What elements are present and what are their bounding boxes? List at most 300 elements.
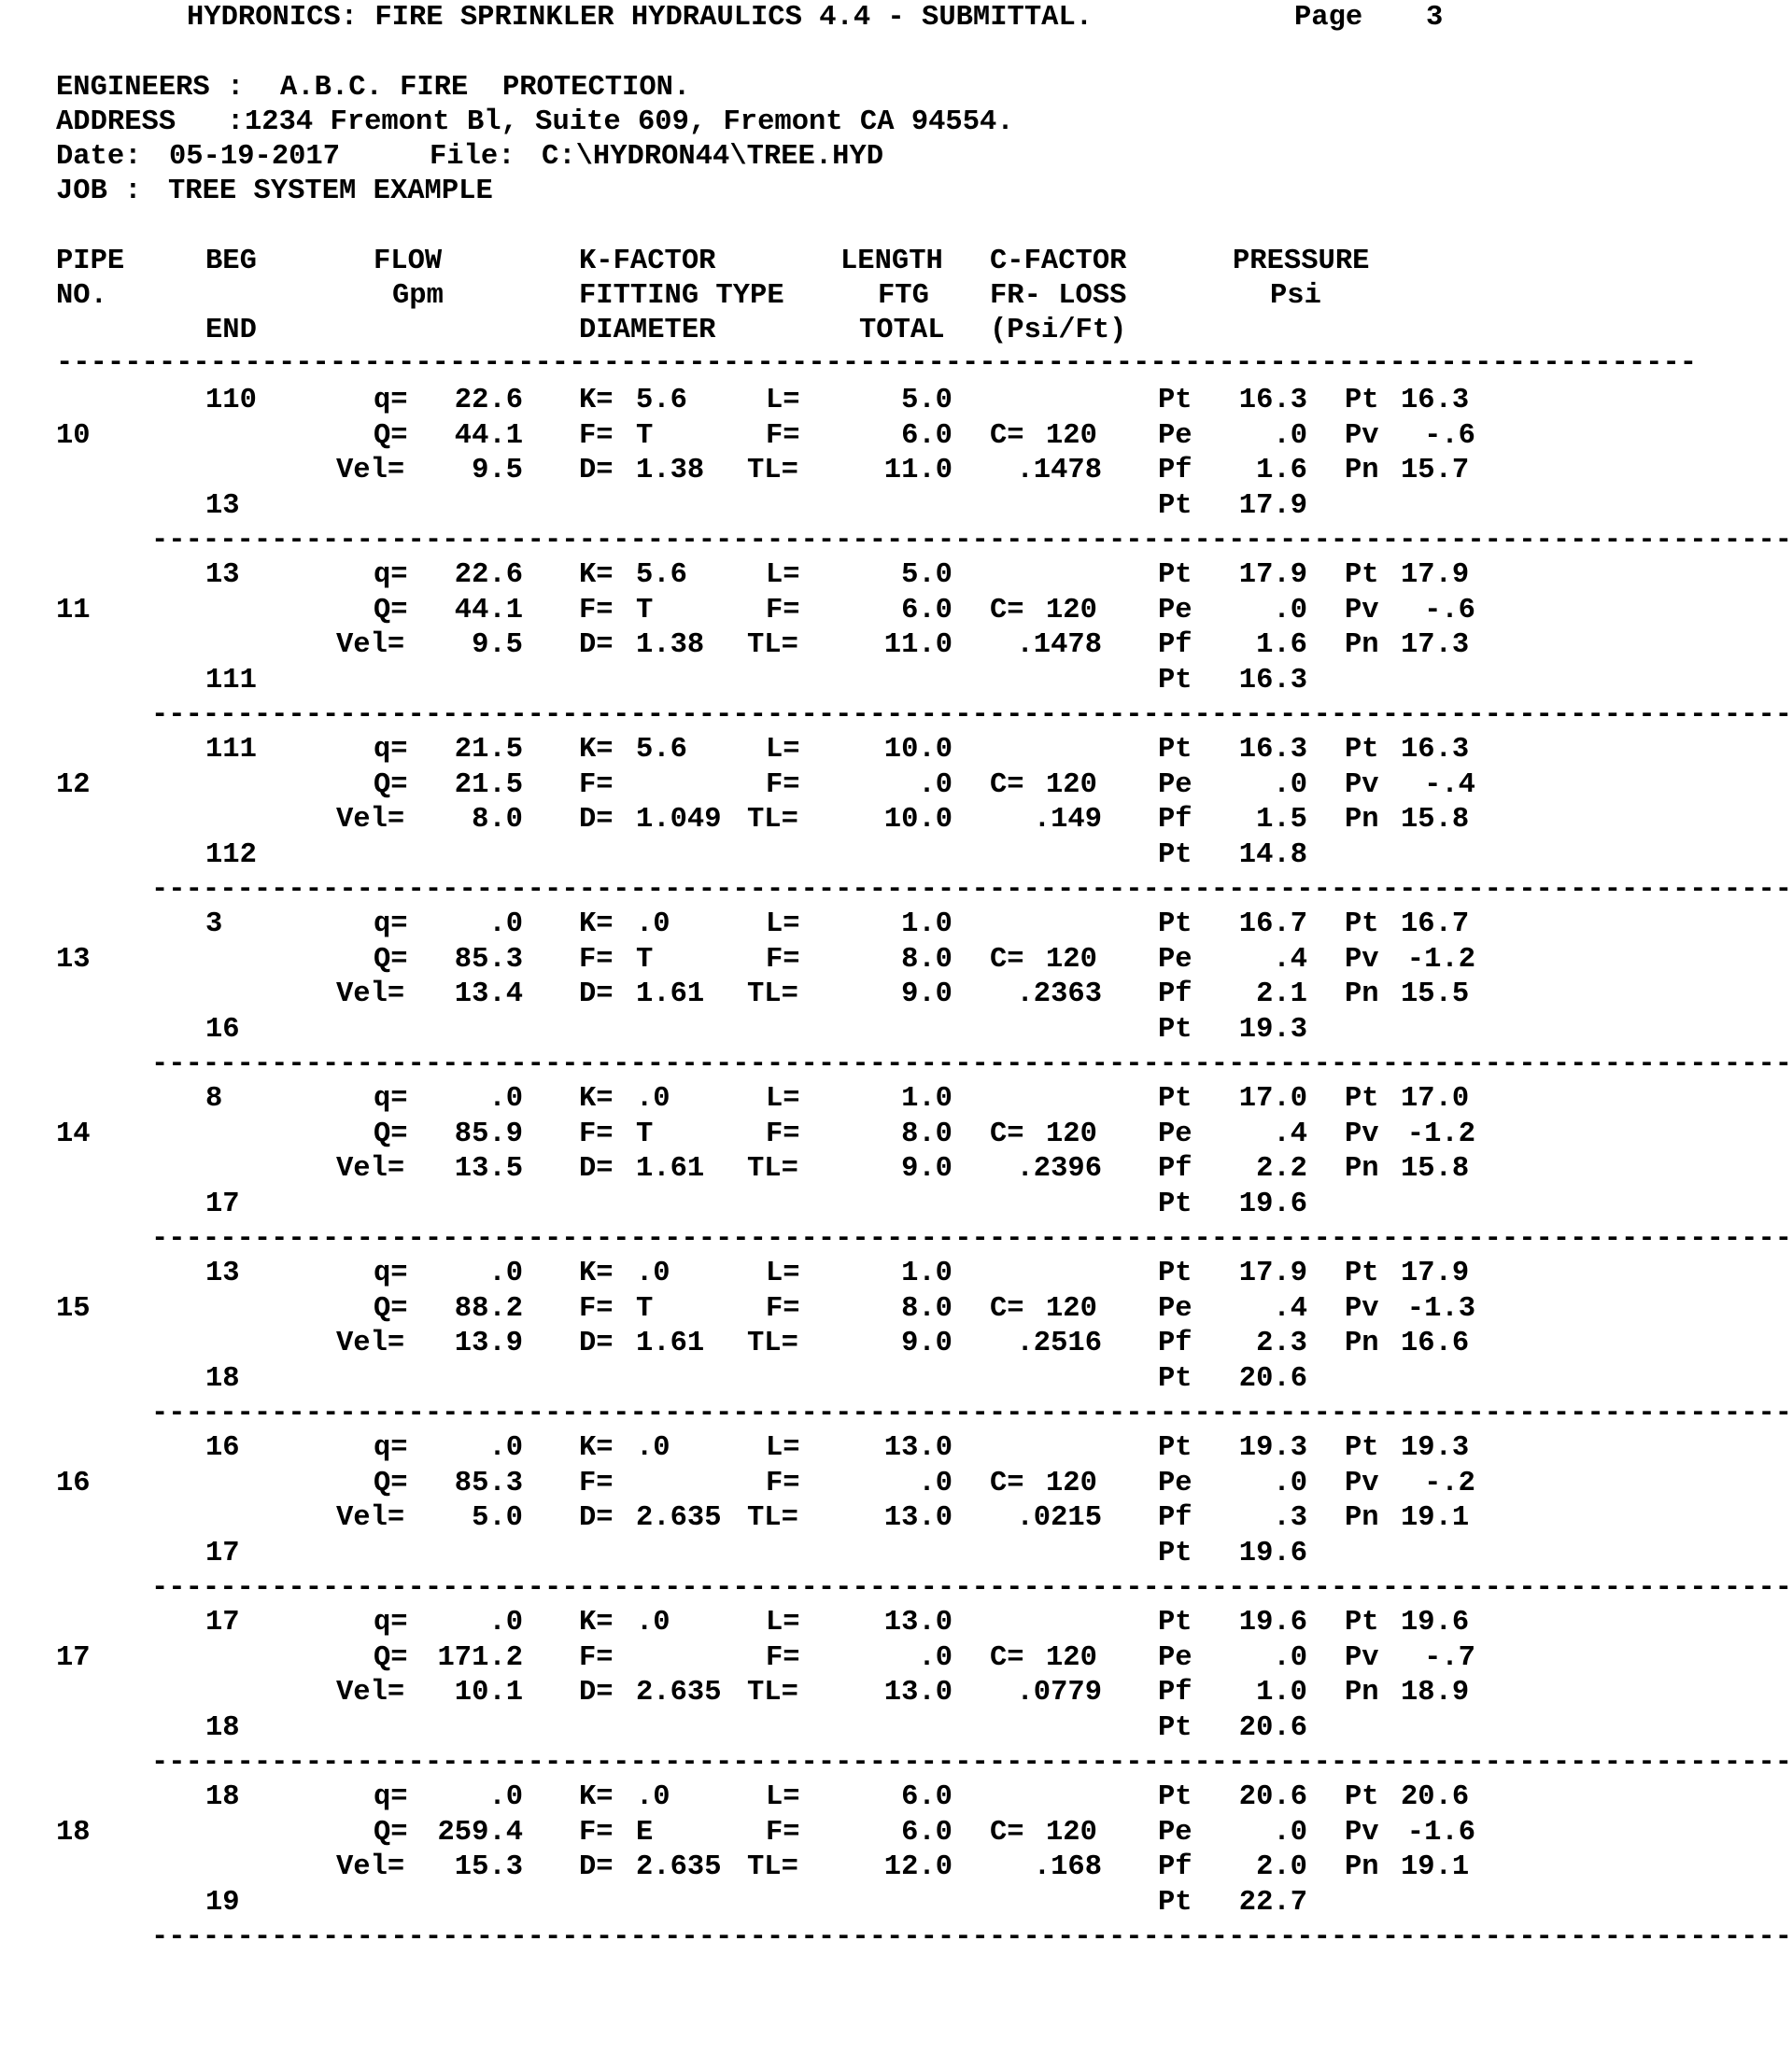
length-value: 1.0: [901, 908, 952, 940]
pt-right-label: Pt: [1345, 908, 1379, 940]
ftg-label: F=: [766, 1467, 800, 1499]
pt-label: Pt: [1158, 385, 1192, 416]
pv-value: -.4: [1424, 768, 1475, 801]
pt-right-label: Pt: [1345, 385, 1379, 416]
pf-label: Pf: [1158, 978, 1192, 1010]
pn-label: Pn: [1345, 1851, 1379, 1883]
end-node: 112: [205, 838, 257, 871]
pt-end-label: Pt: [1158, 1886, 1192, 1919]
pt-end-value: 14.8: [1238, 838, 1307, 871]
vel-value: 13.4: [454, 978, 523, 1010]
q-label: q=: [374, 1258, 408, 1289]
pe-label: Pe: [1158, 1118, 1192, 1150]
total-value: 13.0: [883, 1502, 952, 1534]
k-value: 5.6: [636, 385, 687, 416]
total-value: 11.0: [883, 455, 952, 486]
diameter-value: 1.61: [636, 1328, 705, 1359]
pn-label: Pn: [1345, 1677, 1379, 1709]
pt-right-value: 19.3: [1401, 1432, 1470, 1464]
ftg-value: 8.0: [901, 1118, 952, 1150]
length-value: 6.0: [901, 1781, 952, 1813]
total-value: 12.0: [883, 1851, 952, 1883]
ftg-value: .0: [918, 1467, 952, 1499]
col-pressure-header: PRESSURE: [1233, 246, 1370, 277]
length-value: 5.0: [901, 559, 952, 591]
l-label: L=: [766, 559, 800, 591]
pt-label: Pt: [1158, 1781, 1192, 1813]
pt-right-label: Pt: [1345, 1781, 1379, 1813]
length-value: 10.0: [883, 734, 952, 766]
pv-label: Pv: [1345, 594, 1379, 626]
Q-value: 85.9: [454, 1118, 523, 1150]
k-value: .0: [636, 1781, 670, 1813]
pn-label: Pn: [1345, 629, 1379, 661]
col-frloss-unit: (Psi/Ft): [990, 315, 1127, 346]
d-label: D=: [579, 455, 614, 486]
pt-right-label: Pt: [1345, 1607, 1379, 1639]
ftg-value: 6.0: [901, 1816, 952, 1849]
pe-value: .4: [1273, 1292, 1307, 1325]
end-node: 111: [205, 664, 257, 696]
col-fitting-header: FITTING TYPE: [579, 280, 784, 312]
d-label: D=: [579, 1677, 614, 1709]
c-label: C=: [990, 1292, 1024, 1325]
beg-node: 16: [205, 1432, 240, 1464]
total-value: 9.0: [901, 1328, 952, 1359]
pipe-number: 14: [56, 1118, 91, 1150]
vel-label: Vel=: [336, 1851, 405, 1883]
col-frloss-header: FR- LOSS: [990, 280, 1127, 312]
c-label: C=: [990, 1118, 1024, 1150]
q-label: q=: [374, 1432, 408, 1464]
diameter-value: 1.38: [636, 629, 705, 661]
c-value: 120: [1046, 1641, 1097, 1674]
Q-label: Q=: [374, 1816, 408, 1849]
vel-label: Vel=: [336, 629, 405, 661]
page-label: Page: [1294, 2, 1363, 34]
c-value: 120: [1046, 419, 1097, 452]
pt-label: Pt: [1158, 908, 1192, 940]
k-label: K=: [579, 734, 614, 766]
fitting-value: T: [636, 943, 654, 976]
pt-label: Pt: [1158, 734, 1192, 766]
fitting-value: T: [636, 1118, 654, 1150]
l-label: L=: [766, 1083, 800, 1115]
pv-value: -.6: [1424, 419, 1475, 452]
row-separator: ------------------------------------------------------------------------------------------------: [151, 1747, 1792, 1779]
c-value: 120: [1046, 943, 1097, 976]
fitting-value: T: [636, 1292, 654, 1325]
pt-right-value: 16.3: [1401, 385, 1470, 416]
vel-value: 10.1: [454, 1677, 523, 1709]
date-label: Date:: [56, 141, 142, 173]
ftg-value: 8.0: [901, 943, 952, 976]
pv-value: -.7: [1424, 1641, 1475, 1674]
vel-value: 15.3: [454, 1851, 523, 1883]
pt-end-label: Pt: [1158, 1362, 1192, 1395]
end-node: 18: [205, 1711, 240, 1744]
col-pressure-unit: Psi: [1270, 280, 1321, 312]
pt-end-label: Pt: [1158, 664, 1192, 696]
pf-value: 1.6: [1256, 455, 1307, 486]
pt-right-label: Pt: [1345, 1083, 1379, 1115]
length-value: 13.0: [883, 1607, 952, 1639]
total-value: 10.0: [883, 804, 952, 836]
friction-loss-value: .0779: [1016, 1677, 1102, 1709]
pv-label: Pv: [1345, 768, 1379, 801]
pt-right-value: 17.0: [1401, 1083, 1470, 1115]
pipe-number: 11: [56, 594, 91, 626]
beg-node: 13: [205, 559, 240, 591]
pe-value: .4: [1273, 1118, 1307, 1150]
vel-label: Vel=: [336, 1153, 405, 1185]
d-label: D=: [579, 1328, 614, 1359]
col-end-header: END: [205, 315, 257, 346]
q-label: q=: [374, 1083, 408, 1115]
vel-label: Vel=: [336, 455, 405, 486]
ftg-value: 8.0: [901, 1292, 952, 1325]
pn-label: Pn: [1345, 1502, 1379, 1534]
tl-label: TL=: [747, 1677, 798, 1709]
pt-value: 17.0: [1238, 1083, 1307, 1115]
q-label: q=: [374, 1607, 408, 1639]
q-value: .0: [488, 1432, 523, 1464]
beg-node: 17: [205, 1607, 240, 1639]
pf-label: Pf: [1158, 1851, 1192, 1883]
pt-right-label: Pt: [1345, 1432, 1379, 1464]
pt-end-label: Pt: [1158, 489, 1192, 522]
ftg-label: F=: [766, 1816, 800, 1849]
ftg-label: F=: [766, 1292, 800, 1325]
l-label: L=: [766, 1607, 800, 1639]
vel-value: 9.5: [472, 629, 523, 661]
pf-value: .3: [1273, 1502, 1307, 1534]
fitting-value: E: [636, 1816, 654, 1849]
pt-value: 19.3: [1238, 1432, 1307, 1464]
Q-label: Q=: [374, 1467, 408, 1499]
l-label: L=: [766, 908, 800, 940]
length-value: 1.0: [901, 1258, 952, 1289]
friction-loss-value: .149: [1033, 804, 1102, 836]
pf-label: Pf: [1158, 1328, 1192, 1359]
pt-end-value: 22.7: [1238, 1886, 1307, 1919]
col-diameter-header: DIAMETER: [579, 315, 716, 346]
pipe-number: 18: [56, 1816, 91, 1849]
f-label: F=: [579, 768, 614, 801]
pf-label: Pf: [1158, 1677, 1192, 1709]
row-separator: ------------------------------------------------------------------------------------------------: [151, 699, 1792, 731]
c-value: 120: [1046, 1467, 1097, 1499]
engineers-value: A.B.C. FIRE PROTECTION.: [280, 72, 691, 104]
col-length-header: LENGTH: [840, 246, 943, 277]
k-value: 5.6: [636, 734, 687, 766]
length-value: 13.0: [883, 1432, 952, 1464]
k-label: K=: [579, 908, 614, 940]
f-label: F=: [579, 943, 614, 976]
c-label: C=: [990, 1641, 1024, 1674]
row-separator: ------------------------------------------------------------------------------------------------: [151, 1398, 1792, 1429]
pt-right-value: 20.6: [1401, 1781, 1470, 1813]
Q-label: Q=: [374, 1641, 408, 1674]
header-separator: ------------------------------------------------------------------------------------------------: [56, 347, 1698, 379]
pt-right-value: 17.9: [1401, 559, 1470, 591]
pf-value: 1.5: [1256, 804, 1307, 836]
Q-value: 85.3: [454, 943, 523, 976]
k-label: K=: [579, 1258, 614, 1289]
pn-value: 15.7: [1401, 455, 1470, 486]
row-separator: ------------------------------------------------------------------------------------------------: [151, 874, 1792, 906]
pt-right-value: 19.6: [1401, 1607, 1470, 1639]
q-label: q=: [374, 1781, 408, 1813]
col-cfactor-header: C-FACTOR: [990, 246, 1127, 277]
pt-right-label: Pt: [1345, 1258, 1379, 1289]
Q-label: Q=: [374, 943, 408, 976]
pt-value: 16.3: [1238, 734, 1307, 766]
l-label: L=: [766, 1781, 800, 1813]
col-pipe-header: PIPE: [56, 246, 125, 277]
tl-label: TL=: [747, 629, 798, 661]
row-separator: ------------------------------------------------------------------------------------------------: [151, 1572, 1792, 1604]
end-node: 16: [205, 1013, 240, 1046]
pt-value: 19.6: [1238, 1607, 1307, 1639]
c-label: C=: [990, 1467, 1024, 1499]
f-label: F=: [579, 419, 614, 452]
pt-label: Pt: [1158, 1607, 1192, 1639]
c-value: 120: [1046, 594, 1097, 626]
q-value: 22.6: [454, 559, 523, 591]
q-value: 22.6: [454, 385, 523, 416]
length-value: 1.0: [901, 1083, 952, 1115]
d-label: D=: [579, 1153, 614, 1185]
friction-loss-value: .2363: [1016, 978, 1102, 1010]
ftg-value: .0: [918, 1641, 952, 1674]
pn-value: 15.8: [1401, 804, 1470, 836]
end-node: 13: [205, 489, 240, 522]
pt-end-value: 20.6: [1238, 1711, 1307, 1744]
pe-label: Pe: [1158, 419, 1192, 452]
friction-loss-value: .2396: [1016, 1153, 1102, 1185]
pt-value: 20.6: [1238, 1781, 1307, 1813]
pt-end-label: Pt: [1158, 1188, 1192, 1220]
ftg-label: F=: [766, 943, 800, 976]
k-value: .0: [636, 1432, 670, 1464]
beg-node: 8: [205, 1083, 223, 1115]
pt-right-value: 16.3: [1401, 734, 1470, 766]
pe-label: Pe: [1158, 1816, 1192, 1849]
pe-label: Pe: [1158, 1292, 1192, 1325]
row-separator: ------------------------------------------------------------------------------------------------: [151, 525, 1792, 556]
pt-end-label: Pt: [1158, 838, 1192, 871]
pn-value: 15.8: [1401, 1153, 1470, 1185]
k-value: 5.6: [636, 559, 687, 591]
k-label: K=: [579, 1607, 614, 1639]
tl-label: TL=: [747, 1153, 798, 1185]
vel-value: 5.0: [472, 1502, 523, 1534]
beg-node: 111: [205, 734, 257, 766]
pt-value: 16.3: [1238, 385, 1307, 416]
q-value: .0: [488, 1781, 523, 1813]
l-label: L=: [766, 1432, 800, 1464]
pv-value: -1.3: [1406, 1292, 1475, 1325]
date-value: 05-19-2017: [169, 141, 341, 173]
pf-label: Pf: [1158, 1153, 1192, 1185]
pt-value: 16.7: [1238, 908, 1307, 940]
col-kfactor-header: K-FACTOR: [579, 246, 716, 277]
pv-value: -1.2: [1406, 943, 1475, 976]
report-title: HYDRONICS: FIRE SPRINKLER HYDRAULICS 4.4 - SUBMITTAL.: [187, 2, 1094, 34]
tl-label: TL=: [747, 1502, 798, 1534]
Q-value: 88.2: [454, 1292, 523, 1325]
pn-value: 17.3: [1401, 629, 1470, 661]
Q-label: Q=: [374, 768, 408, 801]
pn-value: 19.1: [1401, 1502, 1470, 1534]
pipe-number: 15: [56, 1292, 91, 1325]
d-label: D=: [579, 804, 614, 836]
pe-label: Pe: [1158, 1467, 1192, 1499]
pf-value: 1.0: [1256, 1677, 1307, 1709]
engineers-label: ENGINEERS :: [56, 72, 245, 104]
total-value: 9.0: [901, 1153, 952, 1185]
pn-label: Pn: [1345, 1153, 1379, 1185]
tl-label: TL=: [747, 978, 798, 1010]
k-label: K=: [579, 1083, 614, 1115]
diameter-value: 2.635: [636, 1851, 722, 1883]
diameter-value: 2.635: [636, 1677, 722, 1709]
f-label: F=: [579, 1641, 614, 1674]
address-value: 1234 Fremont Bl, Suite 609, Fremont CA 94554.: [245, 106, 1014, 138]
vel-value: 13.9: [454, 1328, 523, 1359]
col-pipe-header-2: NO.: [56, 280, 107, 312]
k-label: K=: [579, 559, 614, 591]
pf-label: Pf: [1158, 804, 1192, 836]
q-value: .0: [488, 1607, 523, 1639]
diameter-value: 2.635: [636, 1502, 722, 1534]
pe-label: Pe: [1158, 1641, 1192, 1674]
pv-label: Pv: [1345, 1641, 1379, 1674]
vel-label: Vel=: [336, 1328, 405, 1359]
friction-loss-value: .1478: [1016, 629, 1102, 661]
q-value: 21.5: [454, 734, 523, 766]
f-label: F=: [579, 1118, 614, 1150]
pv-label: Pv: [1345, 1292, 1379, 1325]
tl-label: TL=: [747, 804, 798, 836]
l-label: L=: [766, 385, 800, 416]
d-label: D=: [579, 978, 614, 1010]
beg-node: 3: [205, 908, 223, 940]
total-value: 13.0: [883, 1677, 952, 1709]
f-label: F=: [579, 1292, 614, 1325]
pe-value: .0: [1273, 1816, 1307, 1849]
pt-label: Pt: [1158, 559, 1192, 591]
ftg-value: 6.0: [901, 594, 952, 626]
c-label: C=: [990, 768, 1024, 801]
k-label: K=: [579, 385, 614, 416]
pe-value: .0: [1273, 768, 1307, 801]
pt-value: 17.9: [1238, 1258, 1307, 1289]
end-node: 17: [205, 1188, 240, 1220]
pf-value: 2.2: [1256, 1153, 1307, 1185]
pt-label: Pt: [1158, 1258, 1192, 1289]
job-value: TREE SYSTEM EXAMPLE: [168, 176, 493, 207]
Q-label: Q=: [374, 1118, 408, 1150]
pt-right-label: Pt: [1345, 559, 1379, 591]
tl-label: TL=: [747, 1851, 798, 1883]
pn-value: 16.6: [1401, 1328, 1470, 1359]
pt-end-label: Pt: [1158, 1711, 1192, 1744]
beg-node: 110: [205, 385, 257, 416]
end-node: 18: [205, 1362, 240, 1395]
ftg-label: F=: [766, 594, 800, 626]
l-label: L=: [766, 1258, 800, 1289]
vel-label: Vel=: [336, 1502, 405, 1534]
k-label: K=: [579, 1781, 614, 1813]
q-value: .0: [488, 1258, 523, 1289]
row-separator: ------------------------------------------------------------------------------------------------: [151, 1223, 1792, 1255]
k-value: .0: [636, 908, 670, 940]
pe-label: Pe: [1158, 594, 1192, 626]
ftg-label: F=: [766, 1641, 800, 1674]
pe-label: Pe: [1158, 768, 1192, 801]
pipe-number: 13: [56, 943, 91, 976]
pv-label: Pv: [1345, 1118, 1379, 1150]
pv-label: Pv: [1345, 943, 1379, 976]
end-node: 19: [205, 1886, 240, 1919]
ftg-value: .0: [918, 768, 952, 801]
pv-value: -1.2: [1406, 1118, 1475, 1150]
diameter-value: 1.61: [636, 1153, 705, 1185]
tl-label: TL=: [747, 455, 798, 486]
pt-end-value: 19.3: [1238, 1013, 1307, 1046]
Q-value: 44.1: [454, 419, 523, 452]
k-value: .0: [636, 1258, 670, 1289]
pn-label: Pn: [1345, 978, 1379, 1010]
c-value: 120: [1046, 1292, 1097, 1325]
pt-right-value: 16.7: [1401, 908, 1470, 940]
vel-value: 9.5: [472, 455, 523, 486]
pn-label: Pn: [1345, 1328, 1379, 1359]
f-label: F=: [579, 594, 614, 626]
ftg-label: F=: [766, 419, 800, 452]
c-label: C=: [990, 943, 1024, 976]
pt-end-label: Pt: [1158, 1013, 1192, 1046]
pt-right-value: 17.9: [1401, 1258, 1470, 1289]
d-label: D=: [579, 1851, 614, 1883]
ftg-label: F=: [766, 1118, 800, 1150]
pt-label: Pt: [1158, 1083, 1192, 1115]
pn-label: Pn: [1345, 455, 1379, 486]
pt-end-label: Pt: [1158, 1537, 1192, 1569]
address-label: ADDRESS :: [56, 106, 245, 138]
c-label: C=: [990, 594, 1024, 626]
diameter-value: 1.38: [636, 455, 705, 486]
length-value: 5.0: [901, 385, 952, 416]
pt-label: Pt: [1158, 1432, 1192, 1464]
pv-label: Pv: [1345, 1816, 1379, 1849]
q-label: q=: [374, 734, 408, 766]
l-label: L=: [766, 734, 800, 766]
beg-node: 18: [205, 1781, 240, 1813]
pe-value: .0: [1273, 419, 1307, 452]
k-label: K=: [579, 1432, 614, 1464]
pn-value: 19.1: [1401, 1851, 1470, 1883]
friction-loss-value: .0215: [1016, 1502, 1102, 1534]
vel-label: Vel=: [336, 804, 405, 836]
q-value: .0: [488, 1083, 523, 1115]
end-node: 17: [205, 1537, 240, 1569]
pe-value: .0: [1273, 594, 1307, 626]
pf-value: 2.0: [1256, 1851, 1307, 1883]
c-label: C=: [990, 419, 1024, 452]
